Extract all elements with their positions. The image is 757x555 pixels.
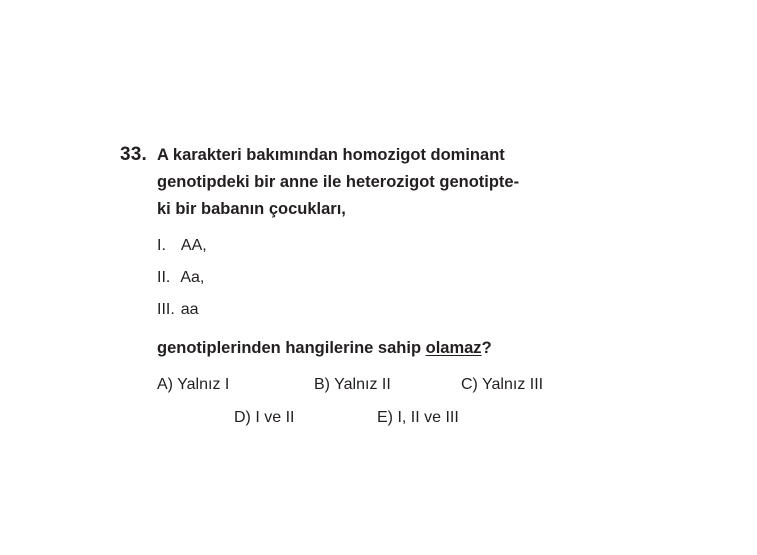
statement-item — [157, 269, 204, 287]
statement-value: Aa, — [180, 269, 205, 286]
answer-option-a[interactable]: A) Yalnız I — [157, 376, 230, 393]
prompt-question-mark: ? — [481, 339, 492, 357]
statement-item — [157, 301, 199, 319]
question-stem-line: ki bir babanın çocukları, — [157, 200, 346, 218]
prompt-text: genotiplerinden hangilerine sahip — [157, 339, 426, 357]
statement-roman-numeral: III. — [157, 301, 175, 318]
statement-roman-numeral: I. — [157, 237, 166, 254]
answer-option-e[interactable]: E) I, II ve III — [377, 409, 459, 426]
answer-option-c[interactable]: C) Yalnız III — [461, 376, 544, 393]
statement-value: aa — [180, 301, 199, 318]
question-number: 33. — [120, 144, 148, 165]
prompt-negative-word: olamaz — [425, 339, 482, 357]
question-stem-line: genotipdeki bir anne ile heterozigot genotipte- — [157, 173, 520, 191]
answer-option-d[interactable]: D) I ve II — [234, 409, 295, 426]
statement-value: AA, — [180, 237, 207, 254]
statement-item — [157, 237, 207, 255]
statement-roman-numeral: II. — [157, 269, 171, 286]
question-prompt — [157, 339, 492, 358]
question-stem-line: A karakteri bakımından homozigot dominant — [157, 146, 505, 164]
answer-option-b[interactable]: B) Yalnız II — [314, 376, 391, 393]
